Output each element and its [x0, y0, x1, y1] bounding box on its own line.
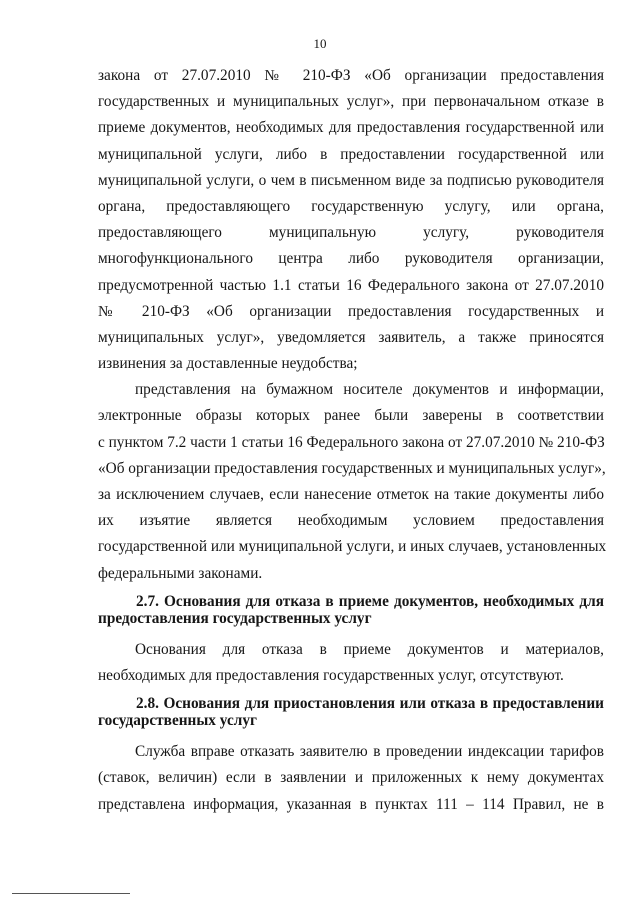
- text-line: приеме документов, необходимых для предоставления государственной или: [98, 119, 604, 137]
- text-line: федеральными законами.: [98, 564, 263, 582]
- paragraph-service-refusal: [98, 739, 604, 818]
- text-line: с пунктом 7.2 части 1 статьи 16 Федерального закона от 27.07.2010 № 210-ФЗ: [98, 433, 605, 451]
- text-line: закона от 27.07.2010 № 210-ФЗ «Об организации предоставления: [98, 67, 604, 84]
- footer-rule: [12, 893, 130, 894]
- heading-line: 2.8. Основания для приостановления или отказа в предоставлении: [136, 695, 604, 713]
- section-heading-2-8: [98, 695, 604, 729]
- text-line: муниципальной услуги, о чем в письменном виде за подписью руководителя: [98, 171, 604, 189]
- text-line: государственных и муниципальных услуг», при первоначальном отказе в: [98, 93, 604, 111]
- text-line: их изъятие является необходимым условием предоставления: [98, 512, 604, 530]
- text-line: государственной или муниципальной услуги, и иных случаев, установленных: [98, 538, 607, 556]
- text-line: электронные образы которых ранее были заверены в соответствии: [98, 407, 604, 425]
- paragraph-refusal-notice: [98, 63, 604, 377]
- text-line: органа, предоставляющего государственную услугу, или органа,: [98, 197, 604, 215]
- text-line: муниципальной услуги, либо в предоставлении государственной или: [98, 145, 604, 163]
- text-line: за исключением случаев, если нанесение отметок на такие документы либо: [98, 486, 604, 503]
- text-line: Служба вправе отказать заявителю в проведении индексации тарифов: [135, 743, 604, 761]
- text-line: многофункционального центра либо руководителя организации,: [98, 250, 604, 268]
- text-line: № 210-ФЗ «Об организации предоставления государственных и: [98, 302, 604, 320]
- heading-line: государственных услуг: [98, 712, 257, 730]
- section-heading-2-7: [98, 593, 604, 627]
- text-line: Основания для отказа в приеме документов и материалов,: [135, 640, 604, 658]
- text-line: (ставок, величин) если в заявлении и приложенных к нему документах: [98, 769, 604, 787]
- page-number: 10: [313, 36, 327, 51]
- paragraph-paper-documents: [98, 377, 607, 587]
- text-line: необходимых для предоставления государственных услуг, отсутствуют.: [98, 666, 564, 684]
- text-line: предусмотренной частью 1.1 статьи 16 Федерального закона от 27.07.2010: [98, 276, 604, 294]
- text-line: предоставляющего муниципальную услугу, руководителя: [98, 224, 604, 242]
- text-line: представлена информация, указанная в пунктах 111 – 114 Правил, не в: [98, 795, 604, 813]
- text-line: извинения за доставленные неудобства;: [98, 355, 358, 373]
- text-line: «Об организации предоставления государственных и муниципальных услуг»,: [98, 459, 606, 477]
- paragraph-no-grounds: [98, 637, 604, 689]
- text-line: представления на бумажном носителе документов и информации,: [135, 381, 604, 399]
- heading-line: 2.7. Основания для отказа в приеме документов, необходимых для: [136, 592, 604, 610]
- heading-line: предоставления государственных услуг: [98, 609, 372, 627]
- text-line: муниципальных услуг», уведомляется заявитель, а также приносятся: [98, 328, 604, 346]
- document-body: [98, 63, 607, 818]
